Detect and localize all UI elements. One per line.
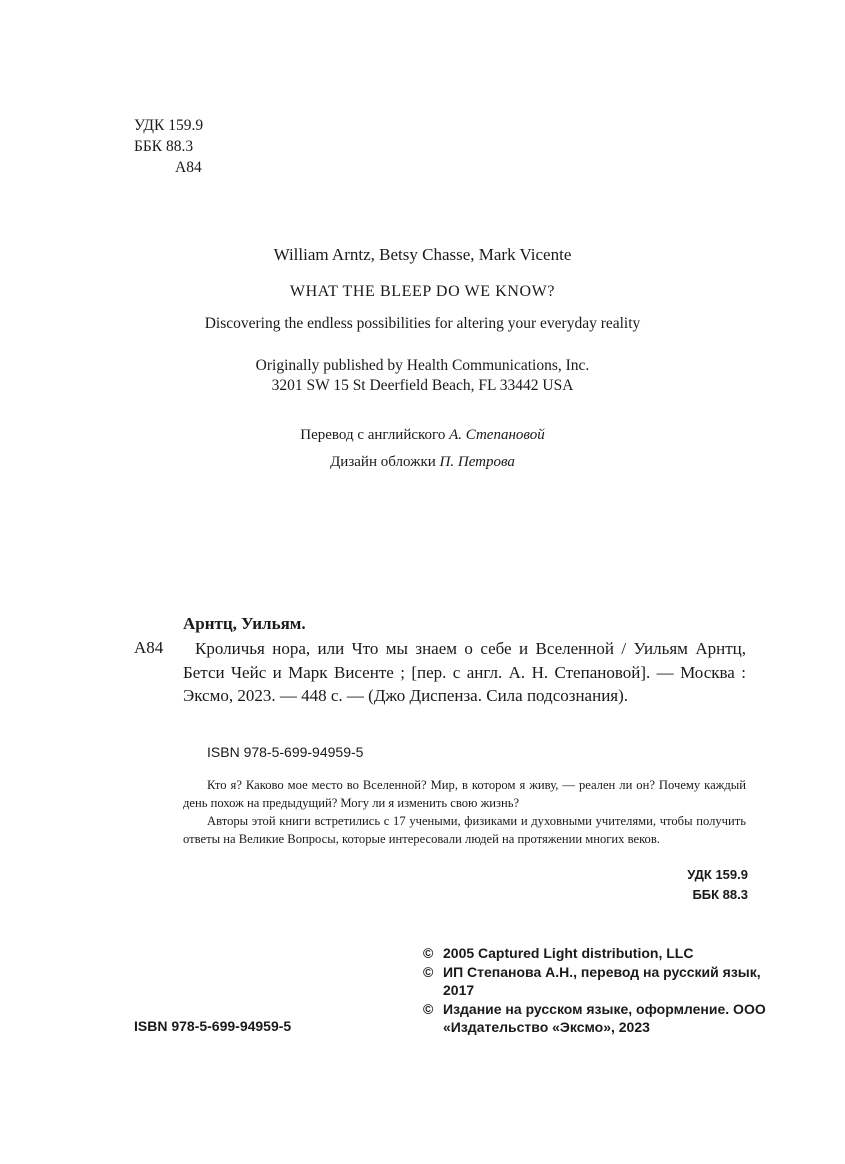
original-subtitle: Discovering the endless possibilities for altering your everyday reality bbox=[204, 315, 641, 332]
cover-designer-name: П. Петрова bbox=[439, 454, 515, 470]
classification-block bbox=[134, 115, 203, 178]
original-publisher bbox=[0, 356, 845, 396]
translator-name: А. Степановой bbox=[449, 427, 545, 443]
catalog-isbn: ISBN 978-5-699-94959-5 bbox=[207, 744, 364, 760]
original-title: WHAT THE BLEEP DO WE KNOW? bbox=[289, 283, 556, 300]
isbn-bottom: ISBN 978-5-699-94959-5 bbox=[134, 1018, 292, 1034]
annotation bbox=[183, 776, 746, 848]
catalog-udk: УДК 159.9 bbox=[687, 867, 748, 882]
catalog-entry: Кроличья нора, или Что мы знаем о себе и Вселенной / Уильям Арнтц, Бетси Чейс и Марк Висенте ; [пер. с англ. А. Н. Степановой]. — Москва : Эксмо, 2023. — 448 с. — (Джо Диспенза. Сила подсознания). bbox=[183, 639, 746, 705]
publisher-line-2: 3201 SW 15 St Deerfield Beach, FL 33442 USA bbox=[271, 377, 574, 394]
annotation-paragraph-2: Авторы этой книги встретились с 17 учеными, физиками и духовными учителями, чтобы получить ответы на Великие Вопросы, которые интересовали людей на протяжении многих веков. bbox=[183, 814, 746, 846]
copyright-item-3 bbox=[423, 1000, 783, 1037]
copyright-item-1 bbox=[423, 944, 783, 963]
copyright-item-2 bbox=[423, 963, 783, 1000]
credits bbox=[0, 422, 845, 476]
author-cipher: А84 bbox=[175, 159, 202, 176]
annotation-paragraph-1: Кто я? Каково мое место во Вселенной? Мир, в котором я живу, — реален ли он? Почему каждый день похож на предыдущий? Могу ли я изменить свою жизнь? bbox=[183, 778, 746, 810]
copyright-block bbox=[423, 944, 783, 1037]
original-authors: William Arntz, Betsy Chasse, Mark Vicente bbox=[273, 245, 572, 264]
translation-credit bbox=[0, 422, 845, 449]
copyright-line-1: 2005 Captured Light distribution, LLC bbox=[443, 945, 694, 961]
translation-label: Перевод с английского bbox=[300, 427, 446, 443]
catalog-cipher: А84 bbox=[134, 638, 164, 657]
udk-code: УДК 159.9 bbox=[134, 117, 204, 134]
publisher-line-1: Originally published by Health Communications, Inc. bbox=[255, 357, 590, 374]
copyright-icon: © bbox=[423, 945, 434, 961]
catalog-bbk: ББК 88.3 bbox=[692, 887, 748, 902]
copyright-icon: © bbox=[423, 1000, 434, 1017]
copyright-icon: © bbox=[423, 963, 434, 980]
copyright-line-2: ИП Степанова А.Н., перевод на русский язык, 2017 bbox=[443, 963, 761, 998]
cover-credit bbox=[0, 449, 845, 476]
catalog-main-author: Арнтц, Уильям. bbox=[183, 614, 306, 633]
bbk-code: ББК 88.3 bbox=[134, 138, 194, 155]
catalog-codes bbox=[608, 865, 748, 905]
cover-label: Дизайн обложки bbox=[330, 454, 436, 470]
copyright-line-3: Издание на русском языке, оформление. ООО «Издательство «Эксмо», 2023 bbox=[443, 1000, 766, 1035]
